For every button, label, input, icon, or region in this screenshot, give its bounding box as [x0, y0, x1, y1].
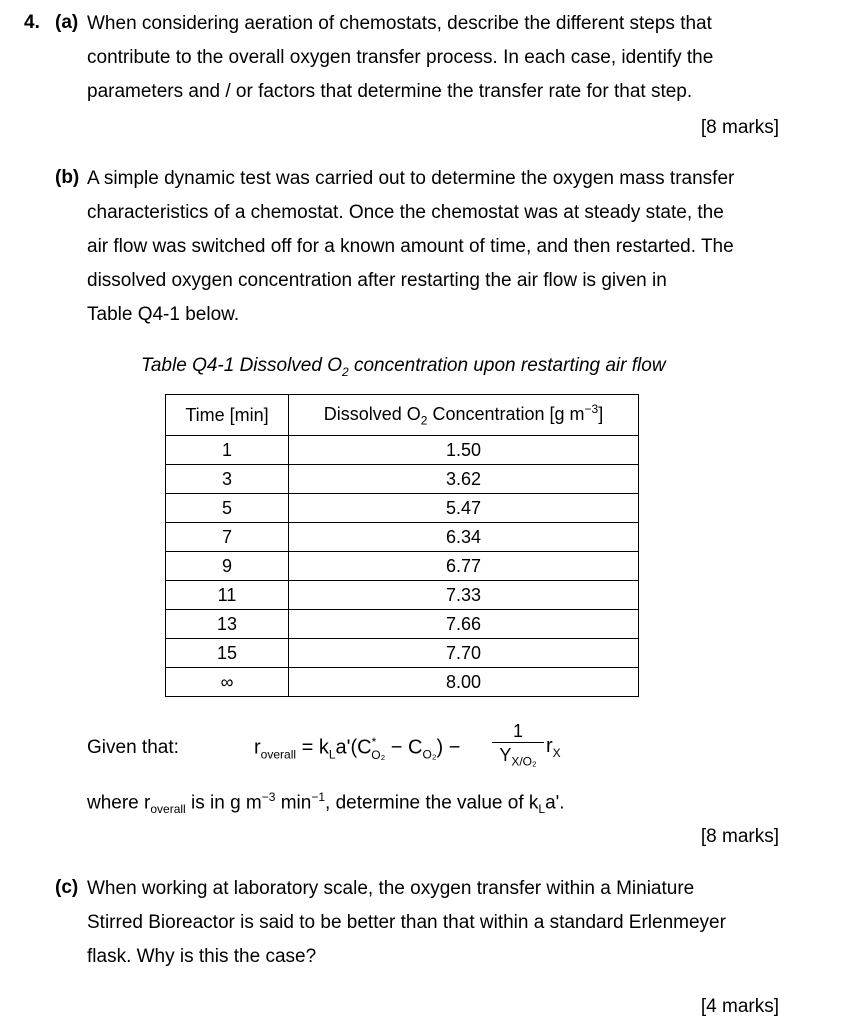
- concentration-cell: 7.70: [289, 638, 639, 667]
- fraction-denominator: $Y_{X/O_2}$: [499, 745, 537, 769]
- oxygen-concentration-table: [165, 394, 639, 697]
- part-b-line-4: dissolved oxygen concentration after restarting the air flow is given in: [87, 270, 667, 291]
- part-a-line-1: When considering aeration of chemostats, describe the different steps that: [87, 13, 712, 34]
- part-b-line-5: Table Q4-1 below.: [87, 304, 240, 325]
- fraction-numerator: 1: [512, 721, 523, 741]
- table-row: [166, 435, 639, 464]
- concentration-cell: 7.33: [289, 580, 639, 609]
- concentration-cell: 5.47: [289, 493, 639, 522]
- table-header-row: [166, 395, 639, 436]
- table-row: [166, 580, 639, 609]
- concentration-cell: 6.77: [289, 551, 639, 580]
- concentration-cell: 1.50: [289, 435, 639, 464]
- table-row: [166, 609, 639, 638]
- time-cell: 13: [166, 609, 289, 638]
- time-cell: 15: [166, 638, 289, 667]
- header-concentration: Dissolved $O_2$ Concentration [g $m^{-3}$]: [289, 395, 639, 436]
- part-b-line-1: A simple dynamic test was carried out to determine the oxygen mass transfer: [87, 168, 735, 189]
- part-a-marks: [8 marks]: [700, 117, 779, 138]
- concentration-cell: 6.34: [289, 522, 639, 551]
- part-b-line-3: air flow was switched off for a known amount of time, and then restarted. The: [87, 236, 734, 257]
- part-c-line-2: Stirred Bioreactor is said to be better than that within a standard Erlenmeyer: [87, 912, 726, 933]
- part-c-line-3: flask. Why is this the case?: [87, 946, 317, 967]
- table-row: [166, 551, 639, 580]
- table-caption: Table Q4-1 Dissolved $O_2$ concentration upon restarting air flow: [141, 355, 666, 379]
- rate-equation: $r_{overall} = k_La'(C^*_{O_2} - C_{O_2})$ −: [254, 735, 461, 762]
- part-a-label: (a): [55, 12, 79, 33]
- table-row: [166, 667, 639, 696]
- time-cell: ∞: [166, 667, 289, 696]
- concentration-cell: 7.66: [289, 609, 639, 638]
- time-cell: 7: [166, 522, 289, 551]
- part-b-marks: [8 marks]: [700, 826, 779, 847]
- table-row: [166, 638, 639, 667]
- table-row: [166, 464, 639, 493]
- table-row: [166, 493, 639, 522]
- time-cell: 9: [166, 551, 289, 580]
- yield-fraction: [492, 720, 544, 774]
- time-cell: 3: [166, 464, 289, 493]
- question-number: 4.: [24, 12, 40, 33]
- part-b-line-2: characteristics of a chemostat. Once the chemostat was at steady state, the: [87, 202, 724, 223]
- concentration-cell: 3.62: [289, 464, 639, 493]
- part-c-line-1: When working at laboratory scale, the oxygen transfer within a Miniature: [87, 878, 695, 899]
- time-cell: 5: [166, 493, 289, 522]
- time-cell: 1: [166, 435, 289, 464]
- time-cell: 11: [166, 580, 289, 609]
- part-a-line-3: parameters and / or factors that determine the transfer rate for that step.: [87, 81, 693, 102]
- concentration-cell: 8.00: [289, 667, 639, 696]
- part-c-label: (c): [55, 877, 79, 898]
- rx-term: $r_X$: [546, 735, 561, 760]
- units-statement: where $r_{overall}$ is in g $m^{-3}$ $\min^{-1}$, determine the value of $k_La'$.: [87, 790, 565, 817]
- header-time: Time [min]: [166, 395, 289, 436]
- table-row: [166, 522, 639, 551]
- given-label: Given that:: [87, 737, 179, 758]
- part-a-line-2: contribute to the overall oxygen transfer process. In each case, identify the: [87, 47, 714, 68]
- part-c-marks: [4 marks]: [700, 996, 779, 1017]
- part-b-label: (b): [55, 167, 80, 188]
